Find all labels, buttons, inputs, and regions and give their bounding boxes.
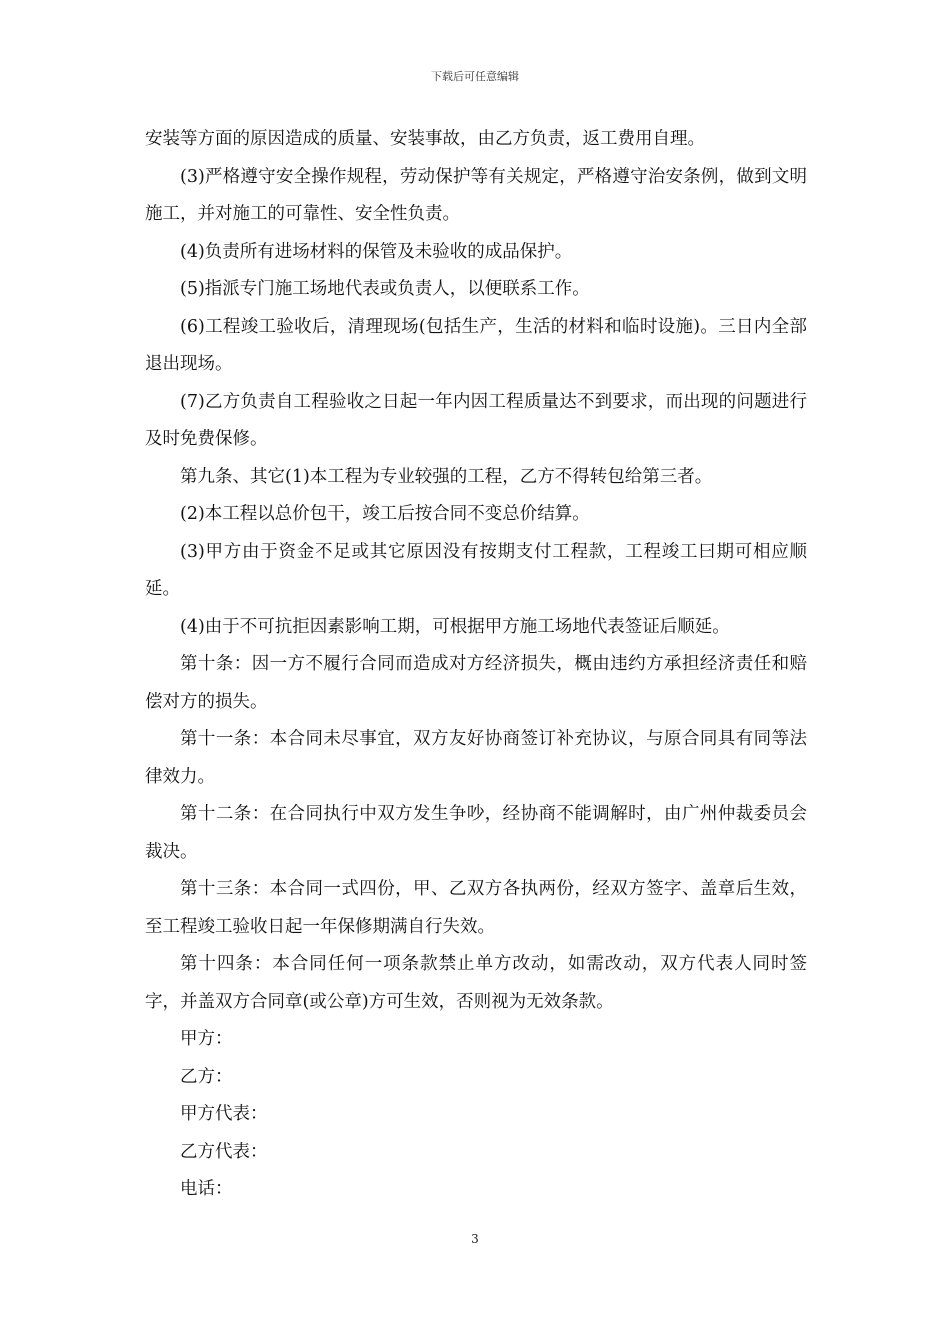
contract-paragraph: 甲方： xyxy=(180,1029,233,1049)
page-header: 下载后可任意编辑 xyxy=(431,70,519,83)
contract-paragraph: 第十一条：本合同未尽事宜，双方友好协商签订补充协议，与原合同具有同等法律效力。 xyxy=(145,729,807,787)
contract-paragraph: 乙方代表： xyxy=(180,1141,268,1162)
contract-paragraph: (3)严格遵守安全操作规程，劳动保护等有关规定，严格遵守治安条例，做到文明施工，并对施工的可靠性、安全性负责。 xyxy=(145,166,807,224)
contract-paragraph: 电话： xyxy=(180,1179,233,1199)
contract-paragraph: 第十三条：本合同一式四份，甲、乙双方各执两份，经双方签字、盖章后生效，至工程竣工验收日起一年保修期满自行失效。 xyxy=(145,879,807,937)
contract-paragraph: 乙方： xyxy=(180,1066,233,1087)
contract-paragraph: (7)乙方负责自工程验收之日起一年内因工程质量达不到要求，而出现的问题进行及时免费保修。 xyxy=(145,391,807,449)
contract-paragraph: 甲方代表： xyxy=(180,1104,268,1124)
contract-paragraph: (5)指派专门施工场地代表或负责人，以便联系工作。 xyxy=(180,279,590,299)
contract-paragraph: (4)由于不可抗拒因素影响工期，可根据甲方施工场地代表签证后顺延。 xyxy=(180,616,730,637)
contract-paragraph: (2)本工程以总价包干，竣工后按合同不变总价结算。 xyxy=(180,504,590,524)
page-number: 3 xyxy=(471,1232,479,1246)
contract-paragraph: (3)甲方由于资金不足或其它原因没有按期支付工程款，工程竣工曰期可相应顺延。 xyxy=(145,541,807,599)
contract-paragraph: (4)负责所有进场材料的保管及未验收的成品保护。 xyxy=(180,241,573,262)
contract-paragraph: 第十二条：在合同执行中双方发生争吵，经协商不能调解时，由广州仲裁委员会裁决。 xyxy=(145,804,807,862)
contract-paragraph: 第十条：因一方不履行合同而造成对方经济损失，概由违约方承担经济责任和赔偿对方的损失。 xyxy=(145,654,807,712)
contract-paragraph: 第九条、其它(1)本工程为专业较强的工程，乙方不得转包给第三者。 xyxy=(180,466,713,487)
contract-paragraph: (6)工程竣工验收后，清理现场(包括生产，生活的材料和临时设施)。三日内全部退出现场。 xyxy=(145,316,807,374)
contract-paragraph: 第十四条：本合同任何一项条款禁止单方改动，如需改动，双方代表人同时签字，并盖双方合同章(或公章)方可生效，否则视为无效条款。 xyxy=(145,954,807,1012)
document-body xyxy=(145,121,807,1209)
contract-paragraph: 安装等方面的原因造成的质量、安装事故，由乙方负责，返工费用自理。 xyxy=(145,129,705,149)
